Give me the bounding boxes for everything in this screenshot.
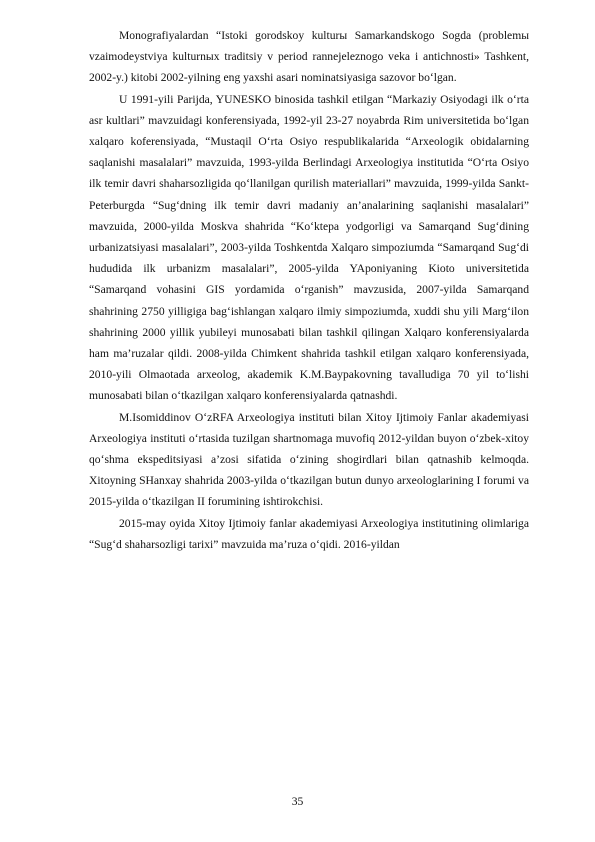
- paragraph-monographs: Monografiyalardan “Istoki gorodskoy kulturы Samarkandskogo Sogda (problemы vzaimodeystviya kulturnыx traditsiy v period rannejeleznogo veka i antichnosti» Tashkent, 2002-y.) kitobi 2002-yilning eng yaxshi asari nominatsiyasiga sazovor bo‘lgan.: [89, 29, 529, 85]
- page-number: 35: [291, 795, 304, 808]
- document-body: [89, 25, 529, 555]
- paragraph-lecture: 2015-may oyida Xitoy Ijtimoiy fanlar akademiyasi Arxeologiya institutining olimlariga “Sug‘d shaharsozligi tarixi” mavzuida ma’ruza o‘qidi. 2016-yildan: [89, 516, 529, 551]
- paragraph-conferences: U 1991-yili Parijda, YUNESKO binosida tashkil etilgan “Markaziy Osiyodagi ilk o‘rta asr kultlari” mavzuidagi konferensiyada, 1992-yil 23-27 noyabrda Rim universitetida bo‘lgan xalqaro koferensiyada, “Mustaqil O‘rta Osiyo respublikalarida “Arxeologik obidalarning saqlanishi masalalari” mavzuida, 1993-yilda Berlindagi Arxeologiya institutida “O‘rta Osiyo ilk temir davri shaharsozligida qo‘llanilgan qurilish materiallari” mavzuida, 1999-yilda Sankt-Peterburgda “Sug‘dning ilk temir davri madaniy an’analarining saqlanishi masalalari” mavzuida, 2000-yilda Moskva shahrida “Ko‘ktepa yodgorligi va Samarqand Sug‘dining urbanizatsiyasi masalalari”, 2003-yilda Toshkentda Xalqaro simpoziumda “Samarqand Sug‘di hududida ilk urbanizm masalalari”, 2005-yilda YAponiyaning Kioto universitetida “Samarqand vohasini GIS yordamida o‘rganish” mavzusida, 2007-yilda Samarqand shahrining 2750 yilligiga bag‘ishlangan xalqaro ilmiy simpoziumda, xuddi shu yili Marg‘ilon shahrining 2000 yillik yubileyi munosabati bilan tashkil qilingan Xalqaro konferensiyalarda ham ma’ruzalar qildi. 2008-yilda Chimkent shahrida tashkil etilgan xalqaro konferensiyada, 2010-yili Olmaotada arxeolog, akademik K.M.Baypakovning tavalludiga 70 yil to‘lishi munosabati bilan o‘tkazilgan xalqaro konferensiyalarda qatnashdi.: [89, 92, 529, 403]
- paragraph-expedition: M.Isomiddinov O‘zRFA Arxeologiya instituti bilan Xitoy Ijtimoiy Fanlar akademiyasi Arxeologiya instituti o‘rtasida tuzilgan shartnomaga muvofiq 2012-yildan buyon o‘zbek-xitoy qo‘shma ekspeditsiyasi a’zosi sifatida o‘zining shogirdlari bilan qatnashib kelmoqda. Xitoyning SHanxay shahrida 2003-yilda o‘tkazilgan butun dunyo arxeologlarining I forumi va 2015-yilda o‘tkazilgan II forumining ishtirokchisi.: [89, 410, 529, 509]
